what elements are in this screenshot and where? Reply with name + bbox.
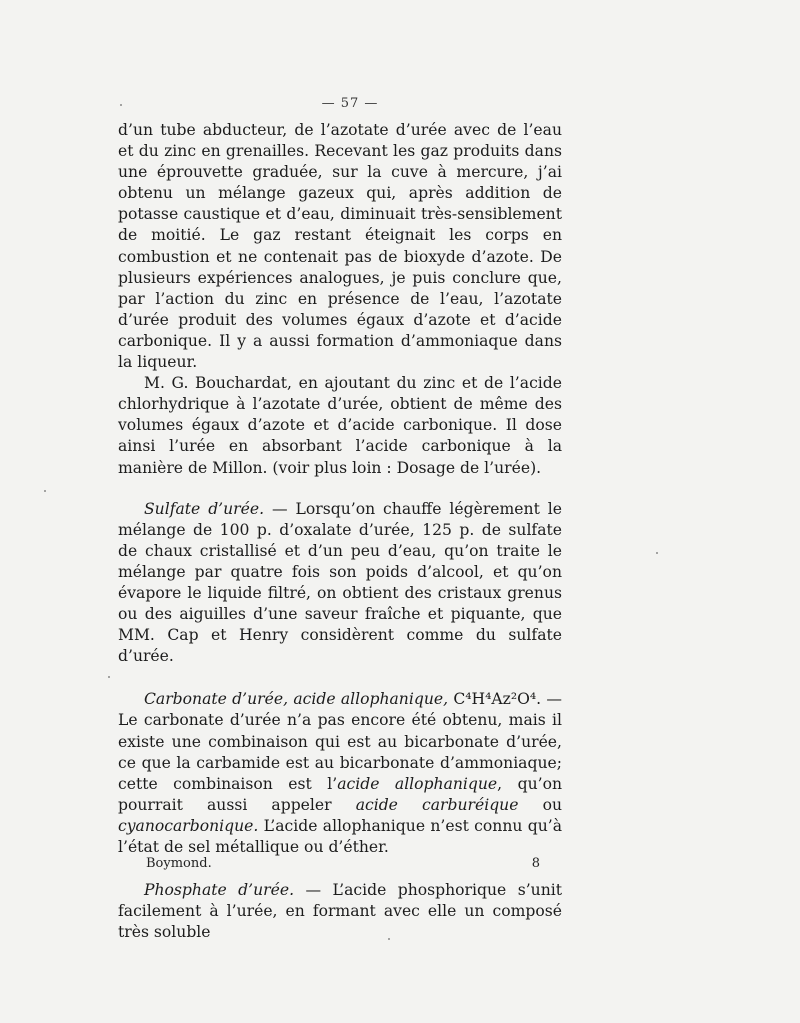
page-number: — 57 — [321,96,379,111]
paper-speck [656,552,658,554]
body-text [118,120,562,943]
paragraph-text: d’un tube abducteur, de l’azotate d’urée avec de l’eau et du zinc en grenailles. Recevant les gaz produits dans une éprouvette graduée, sur la cuve à mercure, j’ai obtenu un mélange gazeux qui, après addition de potasse caustique et d’eau, diminuait très-sensiblement de moitié. Le gaz restant éteignait les corps en combustion et ne contenait pas de bioxyde d’azote. De plusieurs expériences analogues, je puis conclure que, par l’action du zinc en présence de l’eau, l’azotate d’urée produit des volumes égaux d’azote et d’acide carbonique. Il y a aussi formation d’ammoniaque dans la liqueur. [118,121,562,372]
signature-number: 8 [531,856,540,871]
paragraph-text-continued: L’acide allophanique n’est connu qu’à l’état de sel métallique ou d’éther. [118,816,562,856]
paragraph-azotate-zinc [118,120,562,373]
paragraph-text-continued: , qu’on pourrait aussi appeler [118,774,563,814]
paragraph-bouchardat [118,373,562,478]
italic-term: cyanocarbonique. [118,816,259,835]
chemical-formula: C⁴H⁴Az²O⁴. [448,690,542,709]
section-heading-carbonate: Carbonate d’urée, acide allophanique, [144,690,449,709]
paper-speck [388,938,390,940]
paragraph-text: — Le carbonate d’urée n’a pas encore été obtenu, mais il existe une combinaison qui est au bicarbonate d’urée, ce que la carbamide est au bicarbonate d’ammoniaque; cette combinaison est l’ [118,690,562,793]
paragraph-carbonate [118,689,562,858]
italic-term: acide carburéique [355,795,519,814]
paragraph-sulfate [118,499,562,668]
paragraph-text-continued: ou [518,795,563,814]
italic-term: acide allophanique [337,774,498,793]
paper-speck [120,104,122,106]
paper-speck [108,676,110,678]
paper-speck [44,490,46,492]
paragraph-text: — L’acide phosphorique s’unit facilement à l’urée, en formant avec elle un composé très soluble [118,881,562,942]
signature-mark: Boymond. [146,856,212,871]
section-heading-phosphate: Phosphate d’urée. [144,881,295,900]
paragraph-phosphate [118,880,562,943]
paragraph-text: — Lorsqu’on chauffe légèrement le mélange de 100 p. d’oxalate d’urée, 125 p. de sulfate de chaux cristallisé et d’un peu d’eau, qu’on traite le mélange par quatre fois son poids d’alcool, et qu’on évapore le liquide filtré, on obtient des cristaux grenus ou des aiguilles d’une saveur fraîche et piquante, que MM. Cap et Henry considèrent comme du sulfate d’urée. [118,499,562,666]
section-heading-sulfate: Sulfate d’urée. [144,499,265,518]
paragraph-text: M. G. Bouchardat, en ajoutant du zinc et de l’acide chlorhydrique à l’azotate d’urée, obtient de même des volumes égaux d’azote et d’acide carbonique. Il dose ainsi l’urée en absorbant l’acide carbonique à la manière de Millon. (voir plus loin : Dosage de l’urée). [118,374,562,477]
